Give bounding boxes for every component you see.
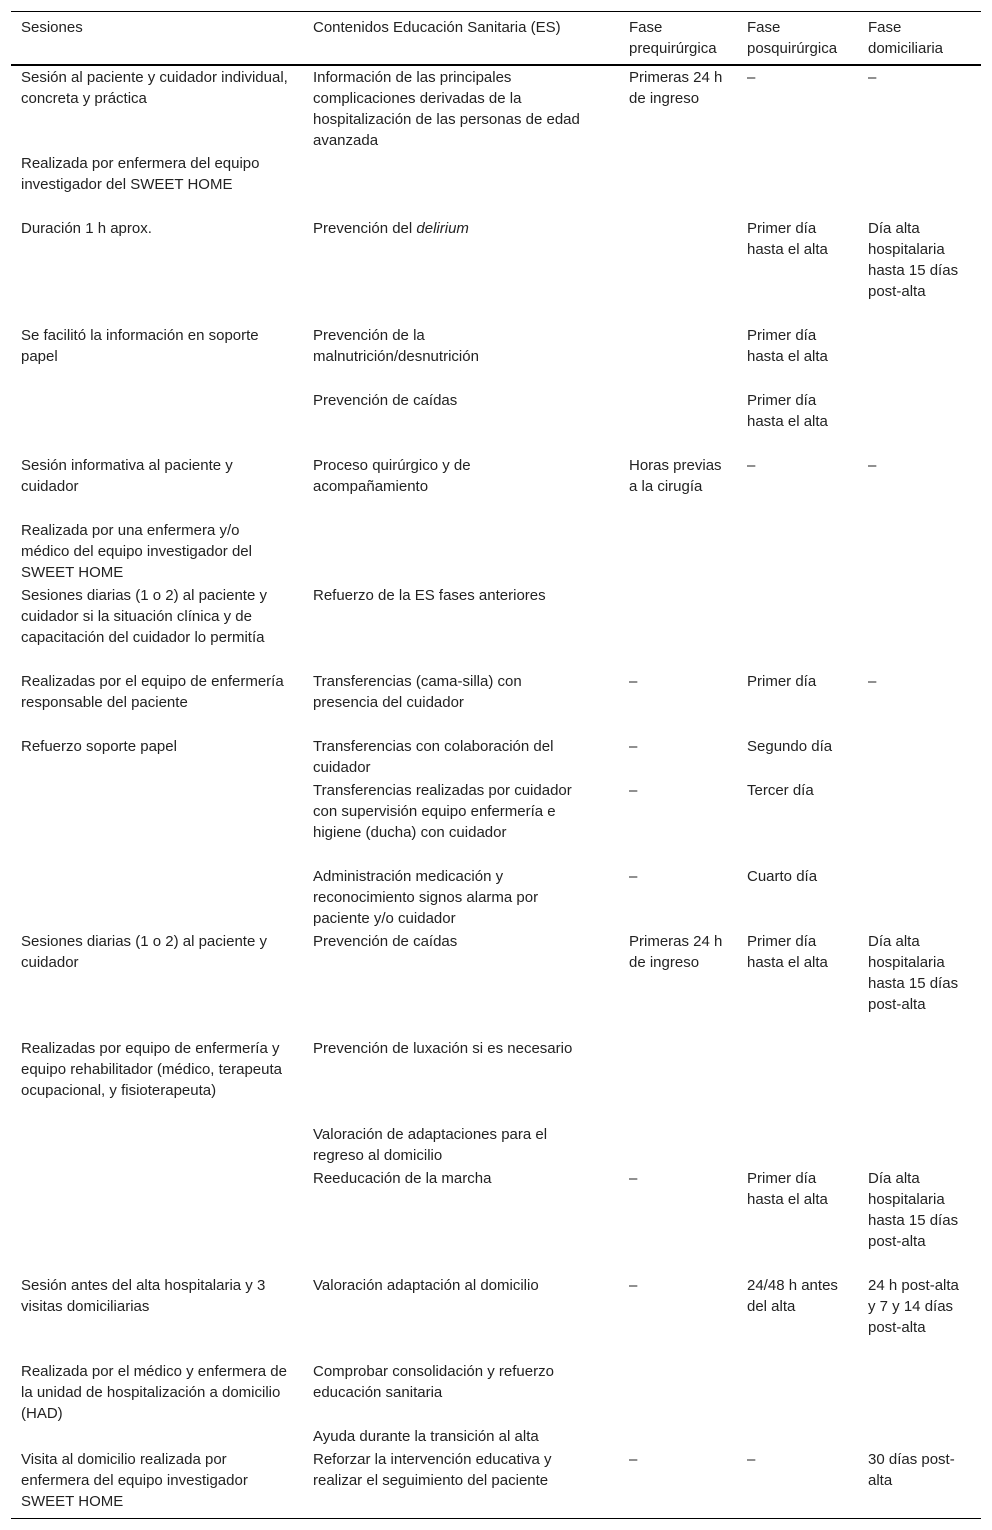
sesion-cell: Realizadas por equipo de enfermería y equipo rehabilitador (médico, terapeuta ocupacional, y fisioterapeuta) xyxy=(21,1040,282,1099)
sesion-cell: Sesiones diarias (1 o 2) al paciente y cuidador xyxy=(21,933,267,971)
prequirurgica-cell: – xyxy=(629,738,638,755)
posquirurgica-cell: Cuarto día xyxy=(747,868,818,885)
contenido-cell: Valoración de adaptaciones para el regreso al domicilio xyxy=(313,1126,548,1164)
prequirurgica-cell: Primeras 24 h de ingreso xyxy=(629,933,723,971)
posquirurgica-cell: – xyxy=(747,1451,756,1468)
contenido-cell: Refuerzo de la ES fases anteriores xyxy=(313,587,546,604)
contenido-cell: Prevención de la malnutrición/desnutrición xyxy=(313,327,479,365)
posquirurgica-cell: 24/48 h antes del alta xyxy=(747,1277,838,1315)
table-header-rule xyxy=(11,64,981,66)
domiciliaria-cell: – xyxy=(868,457,877,474)
header-fase-prequirurgica: Fase prequirúrgica xyxy=(629,19,717,57)
contenido-cell: Administración medicación y reconocimiento signos alarma por paciente y/o cuidador xyxy=(313,868,539,927)
header-contenidos: Contenidos Educación Sanitaria (ES) xyxy=(313,19,561,36)
posquirurgica-cell: Primer día hasta el alta xyxy=(747,392,828,430)
domiciliaria-cell: – xyxy=(868,69,877,86)
domiciliaria-cell: Día alta hospitalaria hasta 15 días post-alta xyxy=(868,1170,959,1250)
contenido-cell xyxy=(313,218,583,239)
prequirurgica-cell: Primeras 24 h de ingreso xyxy=(629,69,723,107)
prequirurgica-cell: – xyxy=(629,1170,638,1187)
prequirurgica-cell: – xyxy=(629,1277,638,1294)
posquirurgica-cell: Primer día hasta el alta xyxy=(747,1170,828,1208)
header-fase-posquirurgica: Fase posquirúrgica xyxy=(747,19,838,57)
prequirurgica-cell: Horas previas a la cirugía xyxy=(629,457,722,495)
contenido-cell: Ayuda durante la transición al alta xyxy=(313,1428,539,1445)
posquirurgica-cell: Primer día hasta el alta xyxy=(747,933,828,971)
domiciliaria-cell: 30 días post-alta xyxy=(868,1451,955,1489)
prequirurgica-cell: – xyxy=(629,673,638,690)
contenido-cell: Valoración adaptación al domicilio xyxy=(313,1277,539,1294)
posquirurgica-cell: – xyxy=(747,457,756,474)
prequirurgica-cell: – xyxy=(629,782,638,799)
sesion-cell: Refuerzo soporte papel xyxy=(21,738,177,755)
contenido-cell: Prevención de caídas xyxy=(313,392,458,409)
contenido-cell: Comprobar consolidación y refuerzo educación sanitaria xyxy=(313,1363,554,1401)
posquirurgica-cell: – xyxy=(747,69,756,86)
sesion-cell: Se facilitó la información en soporte papel xyxy=(21,327,259,365)
contenido-cell: Prevención de luxación si es necesario xyxy=(313,1040,573,1057)
sesion-cell: Sesiones diarias (1 o 2) al paciente y cuidador si la situación clínica y de capacitación del cuidador lo permitía xyxy=(21,587,267,646)
contenido-cell: Reeducación de la marcha xyxy=(313,1170,492,1187)
prequirurgica-cell: – xyxy=(629,868,638,885)
domiciliaria-cell: – xyxy=(868,673,877,690)
contenido-cell: Información de las principales complicaciones derivadas de la hospitalización de las personas de edad avanzada xyxy=(313,69,580,149)
sesion-cell: Realizada por enfermera del equipo investigador del SWEET HOME xyxy=(21,155,260,193)
sesion-cell: Realizada por una enfermera y/o médico del equipo investigador del SWEET HOME xyxy=(21,522,252,581)
contenido-cell: Reforzar la intervención educativa y realizar el seguimiento del paciente xyxy=(313,1451,552,1489)
domiciliaria-cell: Día alta hospitalaria hasta 15 días post-alta xyxy=(868,933,959,1013)
contenido-text: Prevención del xyxy=(313,220,417,237)
sesion-cell: Realizada por el médico y enfermera de la unidad de hospitalización a domicilio (HAD) xyxy=(21,1363,287,1422)
contenido-cell: Transferencias con colaboración del cuidador xyxy=(313,738,554,776)
domiciliaria-cell: Día alta hospitalaria hasta 15 días post-alta xyxy=(868,220,959,300)
sesion-cell: Duración 1 h aprox. xyxy=(21,220,152,237)
contenido-cell: Transferencias realizadas por cuidador con supervisión equipo enfermería e higiene (ducha) con cuidador xyxy=(313,782,572,841)
header-sesiones: Sesiones xyxy=(21,19,83,36)
posquirurgica-cell: Tercer día xyxy=(747,782,814,799)
posquirurgica-cell: Segundo día xyxy=(747,738,833,755)
prequirurgica-cell: – xyxy=(629,1451,638,1468)
table-bottom-rule xyxy=(11,1518,981,1519)
posquirurgica-cell: Primer día hasta el alta xyxy=(747,220,828,258)
sesion-cell: Visita al domicilio realizada por enfermera del equipo investigador SWEET HOME xyxy=(21,1451,248,1510)
table-top-rule xyxy=(11,11,981,12)
sesion-cell: Sesión informativa al paciente y cuidador xyxy=(21,457,233,495)
contenido-cell: Proceso quirúrgico y de acompañamiento xyxy=(313,457,471,495)
sesion-cell: Sesión al paciente y cuidador individual, concreta y práctica xyxy=(21,69,288,107)
domiciliaria-cell: 24 h post-alta y 7 y 14 días post-alta xyxy=(868,1277,959,1336)
contenido-cell: Prevención de caídas xyxy=(313,933,458,950)
posquirurgica-cell: Primer día xyxy=(747,673,817,690)
sesion-cell: Sesión antes del alta hospitalaria y 3 visitas domiciliarias xyxy=(21,1277,266,1315)
contenido-cell: Transferencias (cama-silla) con presencia del cuidador xyxy=(313,673,522,711)
posquirurgica-cell: Primer día hasta el alta xyxy=(747,327,828,365)
sesion-cell: Realizadas por el equipo de enfermería responsable del paciente xyxy=(21,673,284,711)
contenido-emphasis: delirium xyxy=(416,220,469,237)
header-fase-domiciliaria: Fase domiciliaria xyxy=(868,19,944,57)
